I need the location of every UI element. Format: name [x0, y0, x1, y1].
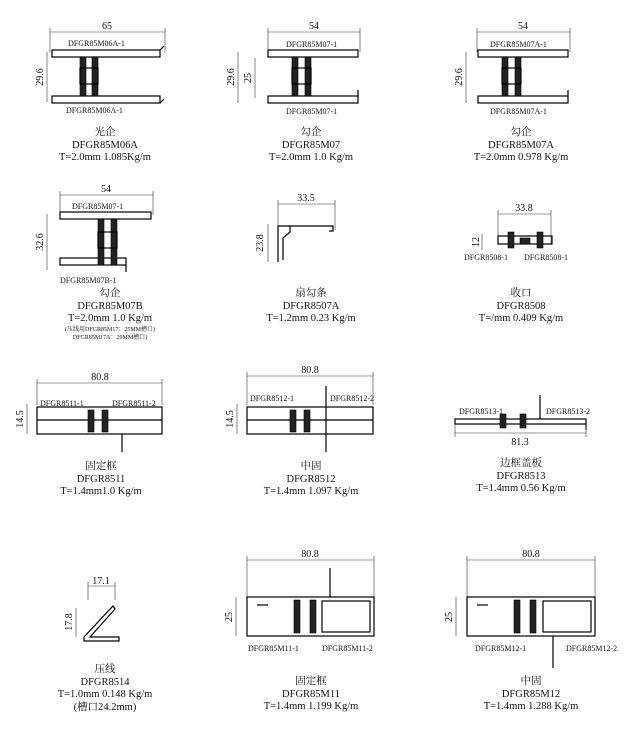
profile-spec: T=2.0mm 1.0 Kg/m [268, 152, 354, 163]
dim-width: 80.8 [91, 372, 109, 383]
profile-code: DFGR85M07B [77, 300, 143, 312]
dim-height: 29.6 [226, 68, 237, 86]
profile-caption-11 [466, 676, 596, 714]
profile-drawing-6 [15, 372, 162, 452]
profile-caption-10 [246, 676, 376, 714]
dim-height: 32.6 [35, 233, 46, 251]
profile-name: 固定框 [295, 676, 327, 687]
profile-caption-3 [40, 288, 180, 342]
tag-5-0: DFGR8508-1 [464, 253, 509, 262]
profile-spec: T=1.4mm1.0 Kg/m [60, 486, 142, 497]
profile-drawing-2 [454, 21, 570, 116]
profile-drawing-8 [455, 395, 590, 448]
profile-note-1: DFGR85M17A：29MM槽口) [72, 334, 148, 341]
profile-spec: T=1.2mm 0.23 Kg/m [266, 313, 356, 324]
profile-drawing-7 [225, 365, 374, 452]
tag-11-1: DFGR85M12-2 [566, 644, 618, 653]
profile-code: DFGR8508 [496, 300, 546, 312]
profile-drawing-11 [444, 549, 617, 668]
profile-caption-7 [246, 461, 376, 499]
profile-spec: T=1.4mm 0.56 Kg/m [476, 483, 566, 494]
tag-5-1: DFGR8508-1 [524, 253, 569, 262]
tag-3-0: DFGR85M07-1 [72, 202, 124, 211]
tag-10-0: DFGR85M11-1 [248, 644, 299, 653]
profile-code: DFGR85M07 [281, 139, 341, 151]
profile-drawing-4 [255, 193, 335, 262]
dim-height: 17.8 [64, 613, 75, 631]
dim-height: 25 [224, 612, 235, 622]
profile-name: 压线 [94, 664, 116, 675]
profile-caption-0 [40, 127, 170, 165]
profile-caption-2 [456, 127, 586, 165]
profile-drawing-5 [464, 203, 568, 262]
profile-drawing-1 [226, 21, 360, 116]
tag-10-1: DFGR85M11-2 [322, 644, 373, 653]
tag-1-1: DFGR85M07-1 [286, 107, 338, 116]
dim-height: 14.5 [15, 410, 26, 428]
dim-inner: 25 [243, 73, 254, 83]
profile-note-0: (槽口24.2mm) [73, 701, 137, 713]
dim-height: 29.6 [454, 68, 465, 86]
dim-width: 80.8 [301, 365, 319, 376]
profile-code: DFGR85M11 [282, 688, 340, 700]
profile-name: 勾企 [510, 127, 532, 138]
tag-1-0: DFGR85M07-1 [286, 40, 338, 49]
profile-code: DFGR8512 [286, 473, 336, 485]
profile-name: 中固 [300, 461, 322, 472]
tag-7-1: DFGR8512-2 [330, 394, 375, 403]
profile-code: DFGR8514 [80, 676, 130, 688]
dim-height: 29.6 [35, 68, 46, 86]
profile-code: DFGR8513 [496, 470, 546, 482]
profile-name: 光企 [94, 127, 116, 138]
profile-code: DFGR85M06A [72, 139, 138, 151]
tag-11-0: DFGR85M12-1 [475, 644, 527, 653]
profile-name: 边框盖板 [500, 458, 542, 469]
dim-width: 54 [101, 184, 111, 195]
tag-7-0: DFGR8512-1 [250, 394, 295, 403]
profile-caption-4 [246, 288, 376, 326]
profile-note-0: (压线用DFGR85M17：25MM槽口) [64, 326, 155, 333]
profile-caption-9 [40, 664, 170, 714]
tag-6-1: DFGR8511-2 [112, 399, 156, 408]
profile-caption-5 [456, 288, 586, 326]
profile-drawing-0 [35, 21, 165, 115]
profile-code: DFGR85M12 [501, 688, 561, 700]
profile-code: DFGR85M07A [488, 139, 554, 151]
profile-spec: T=/mm 0.409 Kg/m [478, 313, 564, 324]
profile-code: DFGR8511 [76, 473, 126, 485]
profile-spec: T=2.0mm 1.0 Kg/m [67, 313, 153, 324]
profile-drawing-3 [35, 184, 153, 285]
dim-height: 12 [471, 237, 482, 247]
profile-caption-8 [456, 458, 586, 496]
profile-name: 收口 [510, 288, 532, 299]
tag-2-1: DFGR85M07A-1 [490, 107, 547, 116]
profile-name: 勾企 [300, 127, 322, 138]
dim-width: 65 [102, 21, 112, 32]
dim-height: 25 [444, 612, 455, 622]
profile-caption-6 [36, 461, 166, 499]
tag-6-0: DFGR8511-1 [40, 399, 84, 408]
tag-0-1: DFGR85M06A-1 [66, 106, 123, 115]
dim-width: 80.8 [301, 549, 319, 560]
profile-spec: T=2.0mm 0.978 Kg/m [473, 152, 569, 163]
profile-name: 固定框 [85, 461, 117, 472]
profile-code: DFGR8507A [282, 300, 340, 312]
dim-width: 17.1 [92, 576, 110, 587]
profile-spec: T=1.4mm 1.199 Kg/m [263, 701, 359, 712]
tag-8-1: DFGR8513-2 [546, 407, 591, 416]
dim-width: 81.3 [511, 437, 529, 448]
profile-spec: T=1.4mm 1.288 Kg/m [483, 701, 579, 712]
dim-width: 54 [309, 21, 319, 32]
dim-width: 80.8 [522, 549, 540, 560]
profile-spec: T=2.0mm 1.085Kg/m [59, 152, 151, 163]
profile-spec: T=1.4mm 1.097 Kg/m [263, 486, 359, 497]
tag-3-1: DFGR85M07B-1 [60, 276, 117, 285]
dim-height: 14.5 [225, 410, 236, 428]
dim-width: 54 [518, 21, 528, 32]
dim-width: 33.8 [515, 203, 533, 214]
tag-2-0: DFGR85M07A-1 [490, 40, 547, 49]
profile-drawing-10 [224, 549, 374, 653]
profile-name: 中固 [520, 676, 542, 687]
dim-height: 23.8 [255, 234, 266, 252]
tag-8-0: DFGR8513-1 [459, 407, 504, 416]
profile-drawing-9 [64, 576, 119, 641]
profile-caption-1 [246, 127, 376, 165]
profile-spec: T=1.0mm 0.148 Kg/m [57, 689, 153, 700]
tag-0-0: DFGR85M06A-1 [68, 39, 125, 48]
profile-name: 扇勾条 [295, 288, 327, 299]
profile-name: 勾企 [99, 288, 121, 299]
dim-width: 33.5 [297, 193, 315, 204]
